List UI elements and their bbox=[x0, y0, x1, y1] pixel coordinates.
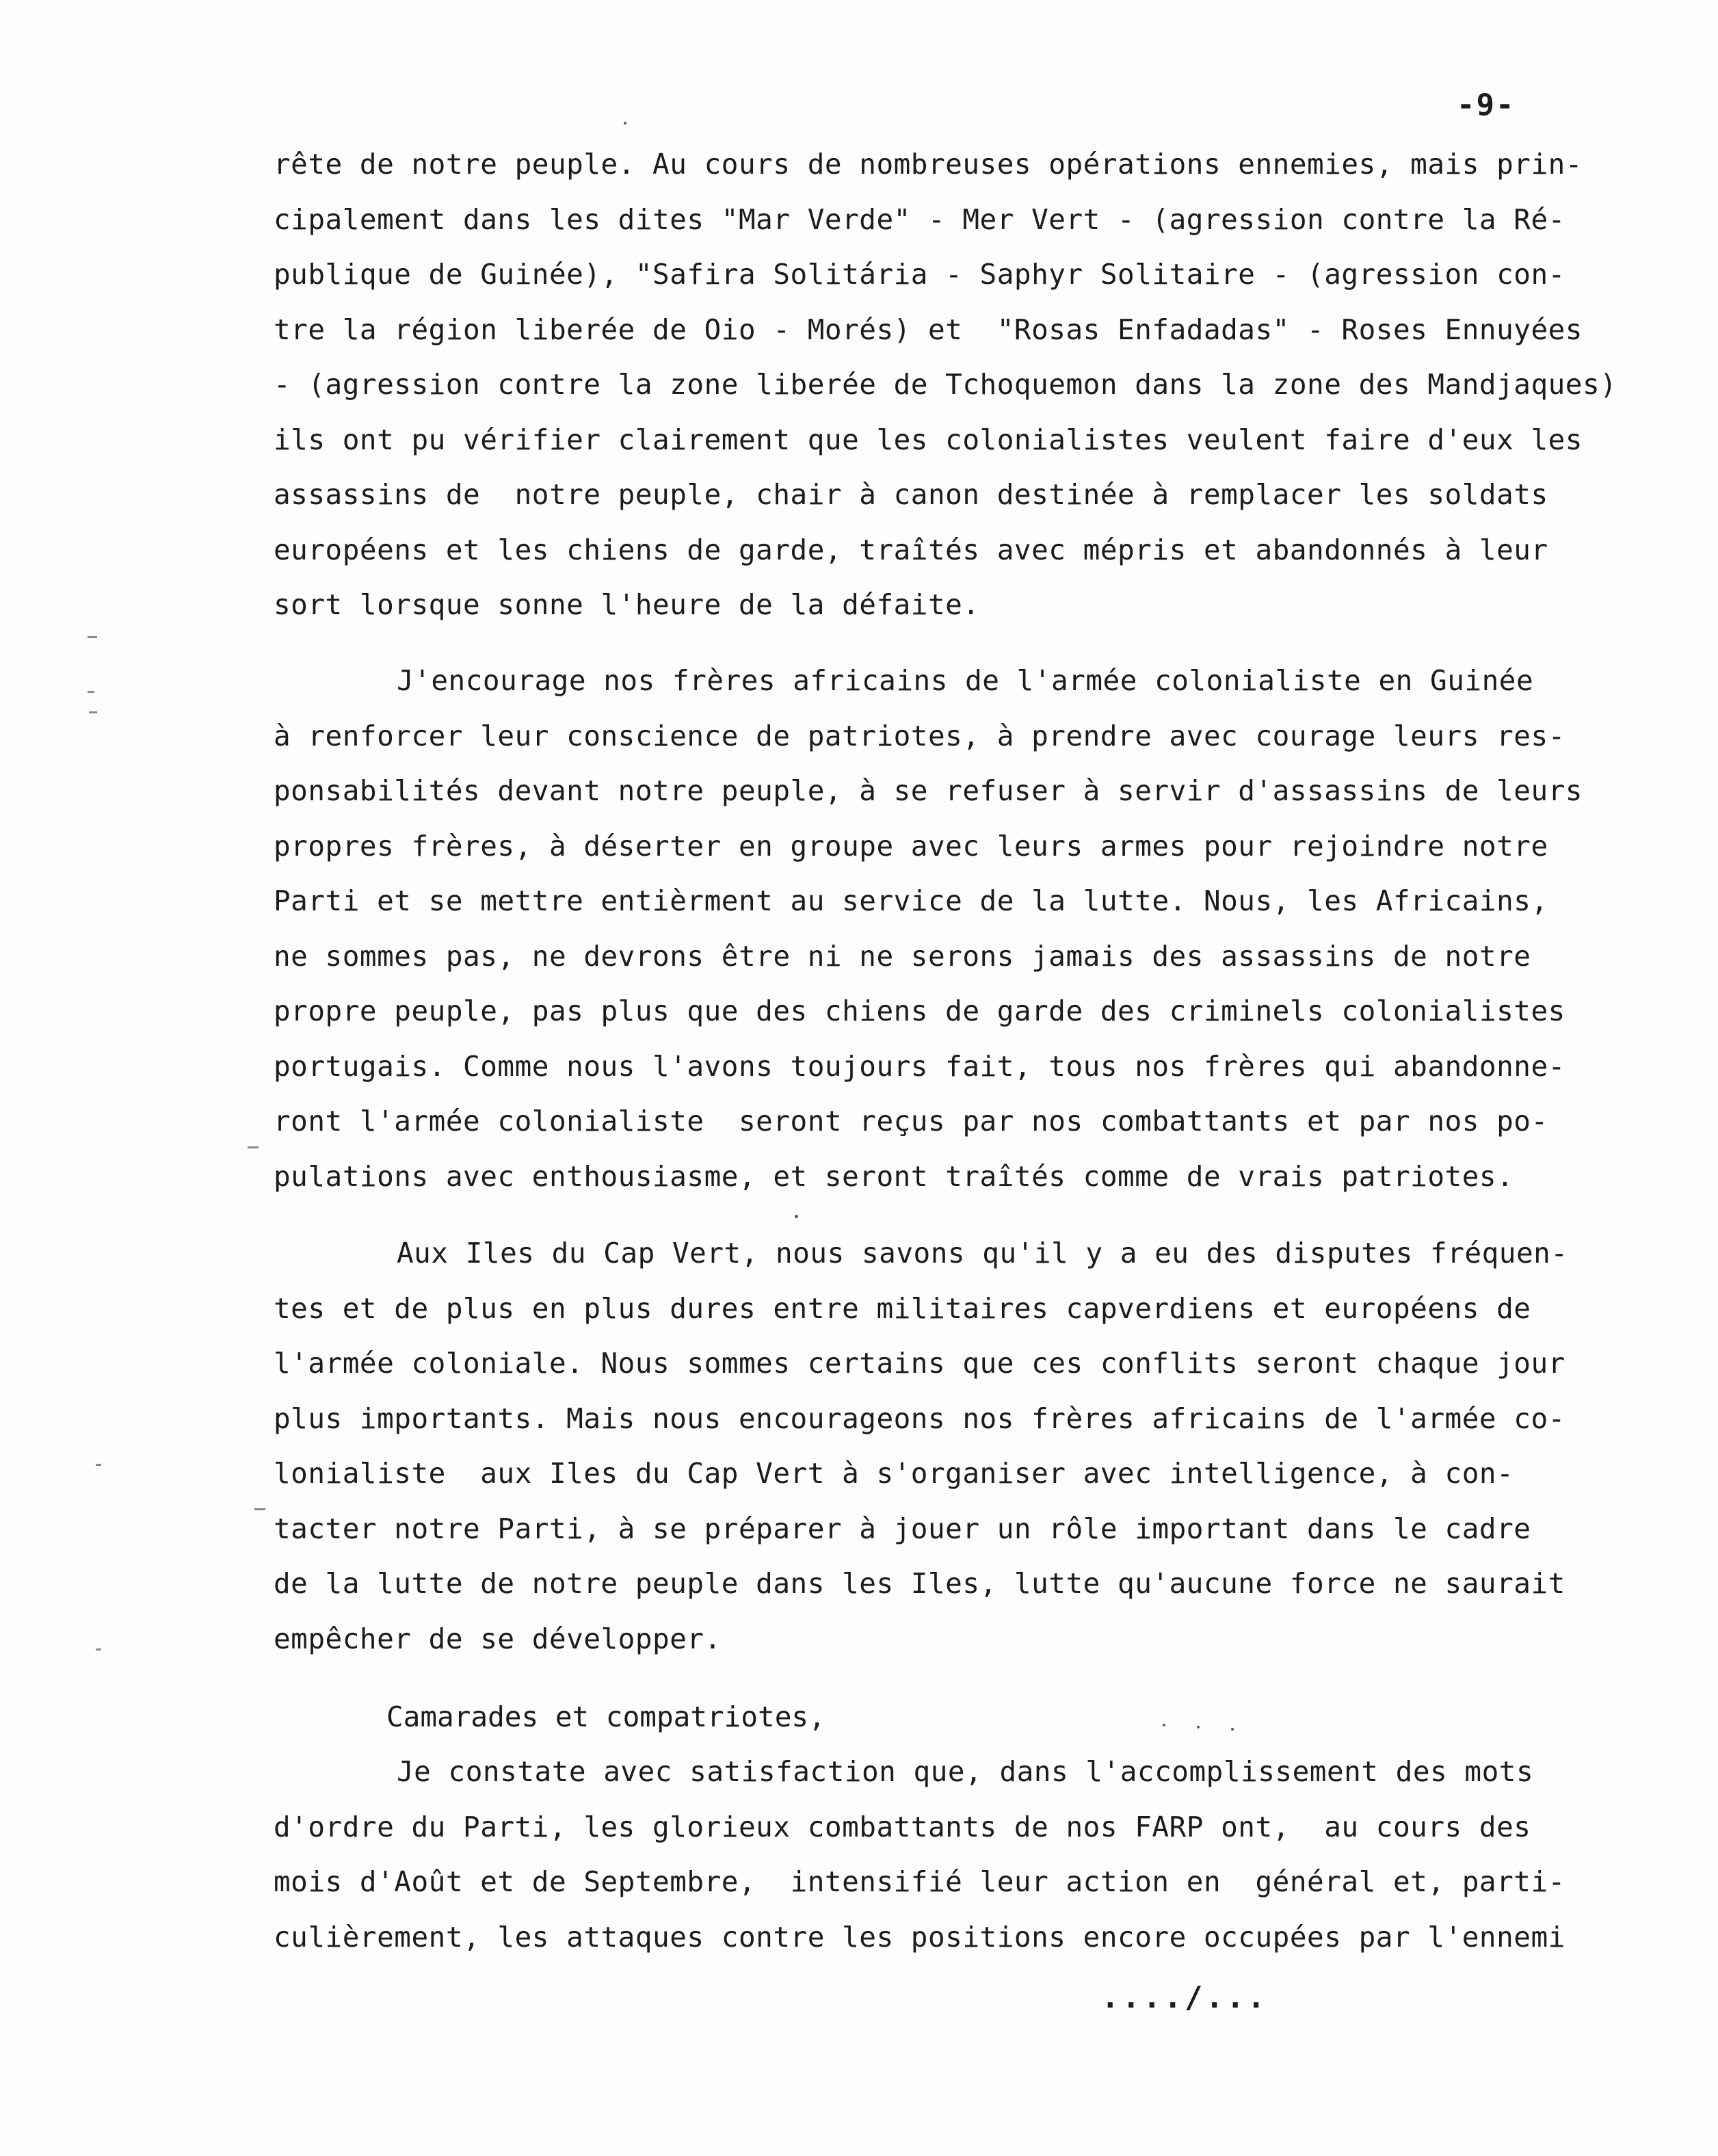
text-line: européens et les chiens de garde, traîtés avec mépris et abandonnés à leur bbox=[274, 533, 1548, 566]
scan-speck bbox=[795, 1215, 798, 1218]
text-line: tacter notre Parti, à se préparer à jouer un rôle important dans le cadre bbox=[274, 1512, 1531, 1545]
text-line: cipalement dans les dites "Mar Verde" - Mer Vert - (agression contre la Ré- bbox=[274, 202, 1565, 236]
paragraph-2 bbox=[274, 653, 1583, 1204]
text-line: propres frères, à déserter en groupe avec leurs armes pour rejoindre notre bbox=[274, 829, 1548, 863]
text-line: d'ordre du Parti, les glorieux combattants de nos FARP ont, au cours des bbox=[274, 1810, 1531, 1843]
text-line: ront l'armée colonialiste seront reçus par nos combattants et par nos po- bbox=[274, 1105, 1548, 1138]
continuation-mark: ..../... bbox=[1101, 1980, 1268, 2015]
text-line: - (agression contre la zone liberée de Tchoquemon dans la zone des Mandjaques) bbox=[274, 368, 1617, 401]
paragraph-1 bbox=[274, 137, 1617, 633]
text-line: tes et de plus en plus dures entre militaires capverdiens et européens de bbox=[274, 1291, 1531, 1325]
text-line: mois d'Août et de Septembre, intensifié leur action en général et, parti- bbox=[274, 1865, 1565, 1898]
scan-speck bbox=[1163, 1724, 1165, 1726]
text-line: Parti et se mettre entièrment au service de la lutte. Nous, les Africains, bbox=[274, 884, 1548, 917]
text-line: portugais. Comme nous l'avons toujours fait, tous nos frères qui abandonne- bbox=[274, 1049, 1565, 1083]
text-line: culièrement, les attaques contre les positions encore occupées par l'ennemi bbox=[274, 1920, 1565, 1954]
scan-speck bbox=[1197, 1726, 1200, 1728]
text-line: sort lorsque sonne l'heure de la défaite. bbox=[274, 588, 980, 621]
scan-mark bbox=[96, 1648, 101, 1651]
text-line: ils ont pu vérifier clairement que les colonialistes veulent faire d'eux les bbox=[274, 423, 1583, 456]
text-line: l'armée coloniale. Nous sommes certains que ces conflits seront chaque jour bbox=[274, 1347, 1565, 1380]
text-line: assassins de notre peuple, chair à canon destinée à remplacer les soldats bbox=[274, 478, 1548, 511]
scan-mark bbox=[89, 711, 97, 713]
salutation: Camarades et compatriotes, bbox=[386, 1700, 825, 1733]
scan-mark bbox=[88, 636, 97, 638]
paragraph-4 bbox=[274, 1744, 1573, 1964]
text-line: plus importants. Mais nous encourageons nos frères africains de l'armée co- bbox=[274, 1402, 1565, 1435]
scan-mark bbox=[248, 1146, 259, 1148]
paragraph-3 bbox=[274, 1226, 1573, 1666]
scan-speck bbox=[1231, 1728, 1234, 1731]
scan-speck bbox=[624, 122, 626, 124]
text-line: tre la région liberée de Oio - Morés) et "Rosas Enfadadas" - Roses Ennuyées bbox=[274, 313, 1583, 346]
text-line: de la lutte de notre peuple dans les Iles, lutte qu'aucune force ne saurait bbox=[274, 1567, 1565, 1600]
text-line: à renforcer leur conscience de patriotes, à prendre avec courage leurs res- bbox=[274, 719, 1565, 752]
scan-mark bbox=[96, 1464, 101, 1466]
scan-mark bbox=[254, 1508, 265, 1510]
text-line: publique de Guinée), "Safira Solitária - Saphyr Solitaire - (agression con- bbox=[274, 258, 1565, 291]
text-line: Aux Iles du Cap Vert, nous savons qu'il y a eu des disputes fréquen- bbox=[397, 1237, 1568, 1270]
text-line: J'encourage nos frères africains de l'armée colonialiste en Guinée bbox=[397, 664, 1534, 697]
text-line: ne sommes pas, ne devrons être ni ne serons jamais des assassins de notre bbox=[274, 939, 1531, 973]
text-line: lonialiste aux Iles du Cap Vert à s'organiser avec intelligence, à con- bbox=[274, 1457, 1514, 1490]
text-line: propre peuple, pas plus que des chiens de garde des criminels colonialistes bbox=[274, 995, 1565, 1027]
text-line: rête de notre peuple. Au cours de nombreuses opérations ennemies, mais prin- bbox=[274, 148, 1583, 181]
page-number: -9- bbox=[1457, 88, 1516, 122]
text-line: Je constate avec satisfaction que, dans l'accomplissement des mots bbox=[397, 1755, 1534, 1788]
text-line: ponsabilités devant notre peuple, à se refuser à servir d'assassins de leurs bbox=[274, 774, 1583, 807]
text-line: empêcher de se développer. bbox=[274, 1622, 722, 1655]
text-line: pulations avec enthousiasme, et seront traîtés comme de vrais patriotes. bbox=[274, 1159, 1514, 1193]
scan-mark bbox=[88, 691, 94, 693]
